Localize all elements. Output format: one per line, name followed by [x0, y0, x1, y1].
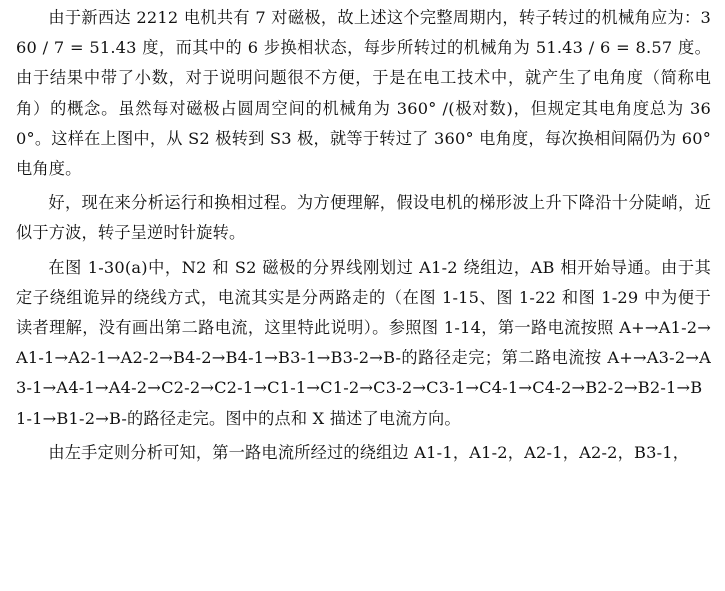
paragraph-analysis-intro: 好，现在来分析运行和换相过程。为方便理解，假设电机的梯形波上升下降沿十分陡峭，近似于方波，转子呈逆时针旋转。: [16, 193, 711, 243]
paragraph-electrical-angle: 由于新西达 2212 电机共有 7 对磁极，故上述这个完整周期内，转子转过的机械角应为：360 / 7 = 51.43 度，而其中的 6 步换相状态，每步所转过的机械角为 51.43 / 6 = 8.57 度。由于结果中带了小数，对于说明问题很不方便，于是在电工技术中，就产生了电角度（简称电角）的概念。虽然每对磁极占圆周空间的机械角为 360° /(极对数)，但规定其电角度总为 360°。这样在上图中，从 S2 极转到 S3 极，就等于转过了 360° 电角度，每次换相间隔仍为 60° 电角度。: [16, 8, 711, 179]
paragraph-left-hand-rule: 由左手定则分析可知，第一路电流所经过的绕组边 A1-1，A1-2，A2-1，A2-2，B3-1，: [48, 442, 690, 462]
paragraph-current-paths: 在图 1-30(a)中，N2 和 S2 磁极的分界线刚划过 A1-2 绕组边，AB 相开始导通。由于其定子绕组诡异的绕线方式，电流其实是分两路走的（在图 1-15、图 1-22 和图 1-29 中为便于读者理解，没有画出第二路电流，这里特此说明）。参照图 1-14，第一路电流按照 A+→A1-2→A1-1→A2-1→A2-2→B4-2→B4-1→B3-1→B3-2→B-的路径走完；第二路电流按 A+→A3-2→A3-1→A4-1→A4-2→C2-2→C2-1→C1-1→C1-2→C3-2→C3-1→C4-1→C4-2→B2-2→B2-1→B1-1→B1-2→B-的路径走完。图中的点和 X 描述了电流方向。: [16, 257, 711, 428]
